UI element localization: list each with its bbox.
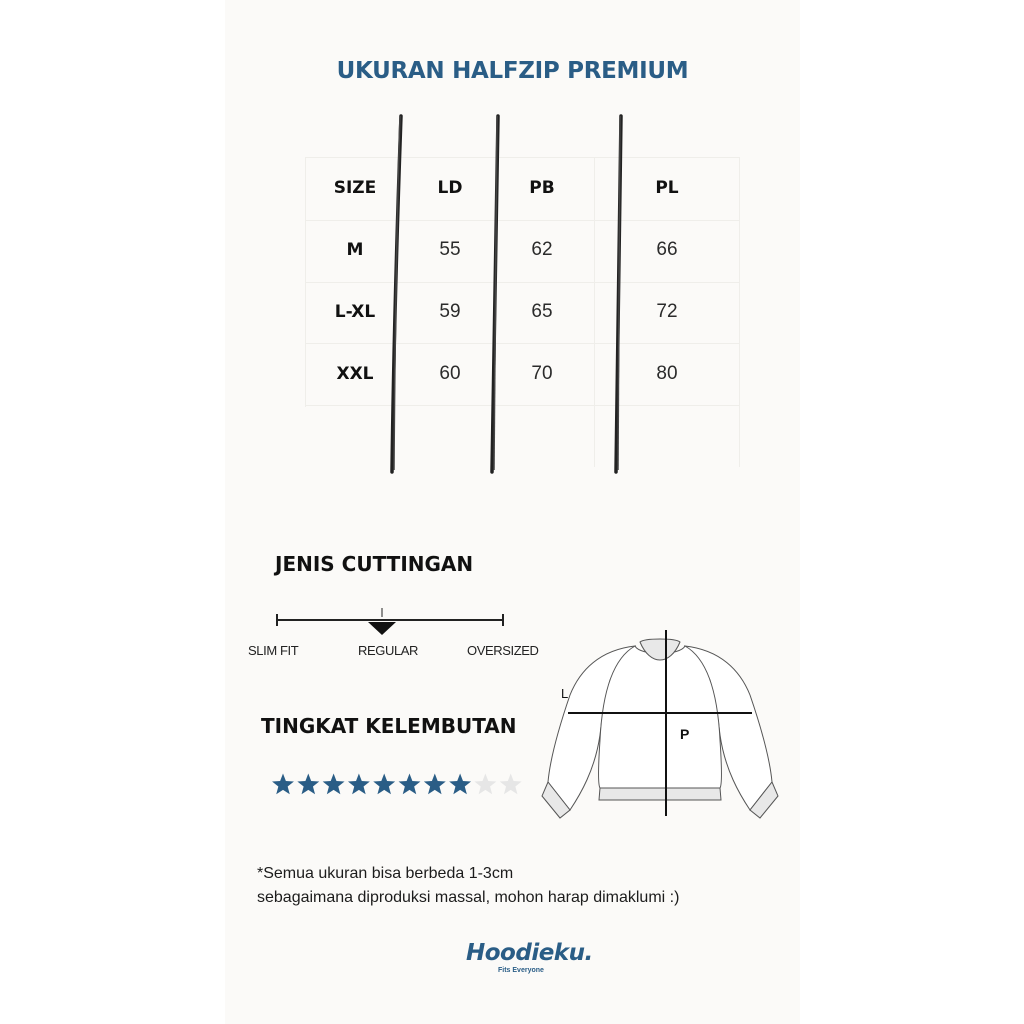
table-cell: 55 bbox=[439, 239, 461, 260]
star-filled-icon bbox=[348, 774, 370, 795]
fit-option-regular: REGULAR bbox=[358, 643, 419, 658]
star-filled-icon bbox=[323, 774, 345, 795]
table-cell: 70 bbox=[531, 363, 553, 384]
brand-logo: Hoodieku. bbox=[466, 940, 593, 966]
star-filled-icon bbox=[272, 774, 294, 795]
star-filled-icon bbox=[297, 774, 319, 795]
table-cell: 80 bbox=[656, 363, 678, 384]
table-cell: 59 bbox=[439, 301, 461, 322]
page-title: UKURAN HALFZIP PREMIUM bbox=[336, 58, 689, 84]
header-pl: PL bbox=[655, 178, 679, 198]
diagram-label-width: L bbox=[561, 686, 569, 701]
fit-option-oversized: OVERSIZED bbox=[467, 643, 539, 658]
star-filled-icon bbox=[373, 774, 395, 795]
diagram-label-length: P bbox=[680, 726, 690, 742]
row-size-label: M bbox=[346, 240, 364, 260]
star-filled-icon bbox=[424, 774, 446, 795]
disclaimer-line: sebagaimana diproduksi massal, mohon harap dimaklumi :) bbox=[257, 889, 680, 906]
fit-option-slim: SLIM FIT bbox=[248, 643, 299, 658]
row-size-label: XXL bbox=[336, 364, 374, 384]
brand-tagline: Fits Everyone bbox=[498, 967, 544, 974]
cutting-heading: JENIS CUTTINGAN bbox=[275, 552, 474, 576]
table-cell: 62 bbox=[531, 239, 553, 260]
sweatshirt-hem bbox=[599, 788, 721, 800]
header-pb: PB bbox=[529, 178, 555, 198]
table-cell: 60 bbox=[439, 363, 461, 384]
sweatshirt-body bbox=[599, 646, 722, 788]
fit-marker-icon bbox=[368, 622, 396, 635]
star-empty-icon bbox=[474, 774, 496, 795]
sweatshirt-diagram bbox=[540, 620, 780, 820]
disclaimer-line: *Semua ukuran bisa berbeda 1-3cm bbox=[257, 865, 514, 882]
table-cell: 66 bbox=[656, 239, 678, 260]
softness-rating bbox=[268, 770, 528, 800]
column-divider bbox=[618, 116, 620, 470]
row-size-label: L-XL bbox=[334, 302, 376, 322]
star-filled-icon bbox=[449, 774, 471, 795]
fit-scale bbox=[270, 605, 510, 637]
star-empty-icon bbox=[500, 774, 522, 795]
header-size: SIZE bbox=[333, 178, 377, 198]
star-filled-icon bbox=[399, 774, 421, 795]
size-disclaimer bbox=[257, 862, 679, 910]
header-ld: LD bbox=[437, 178, 463, 198]
table-cell: 65 bbox=[531, 301, 553, 322]
softness-heading: TINGKAT KELEMBUTAN bbox=[261, 714, 517, 738]
table-cell: 72 bbox=[656, 301, 678, 322]
